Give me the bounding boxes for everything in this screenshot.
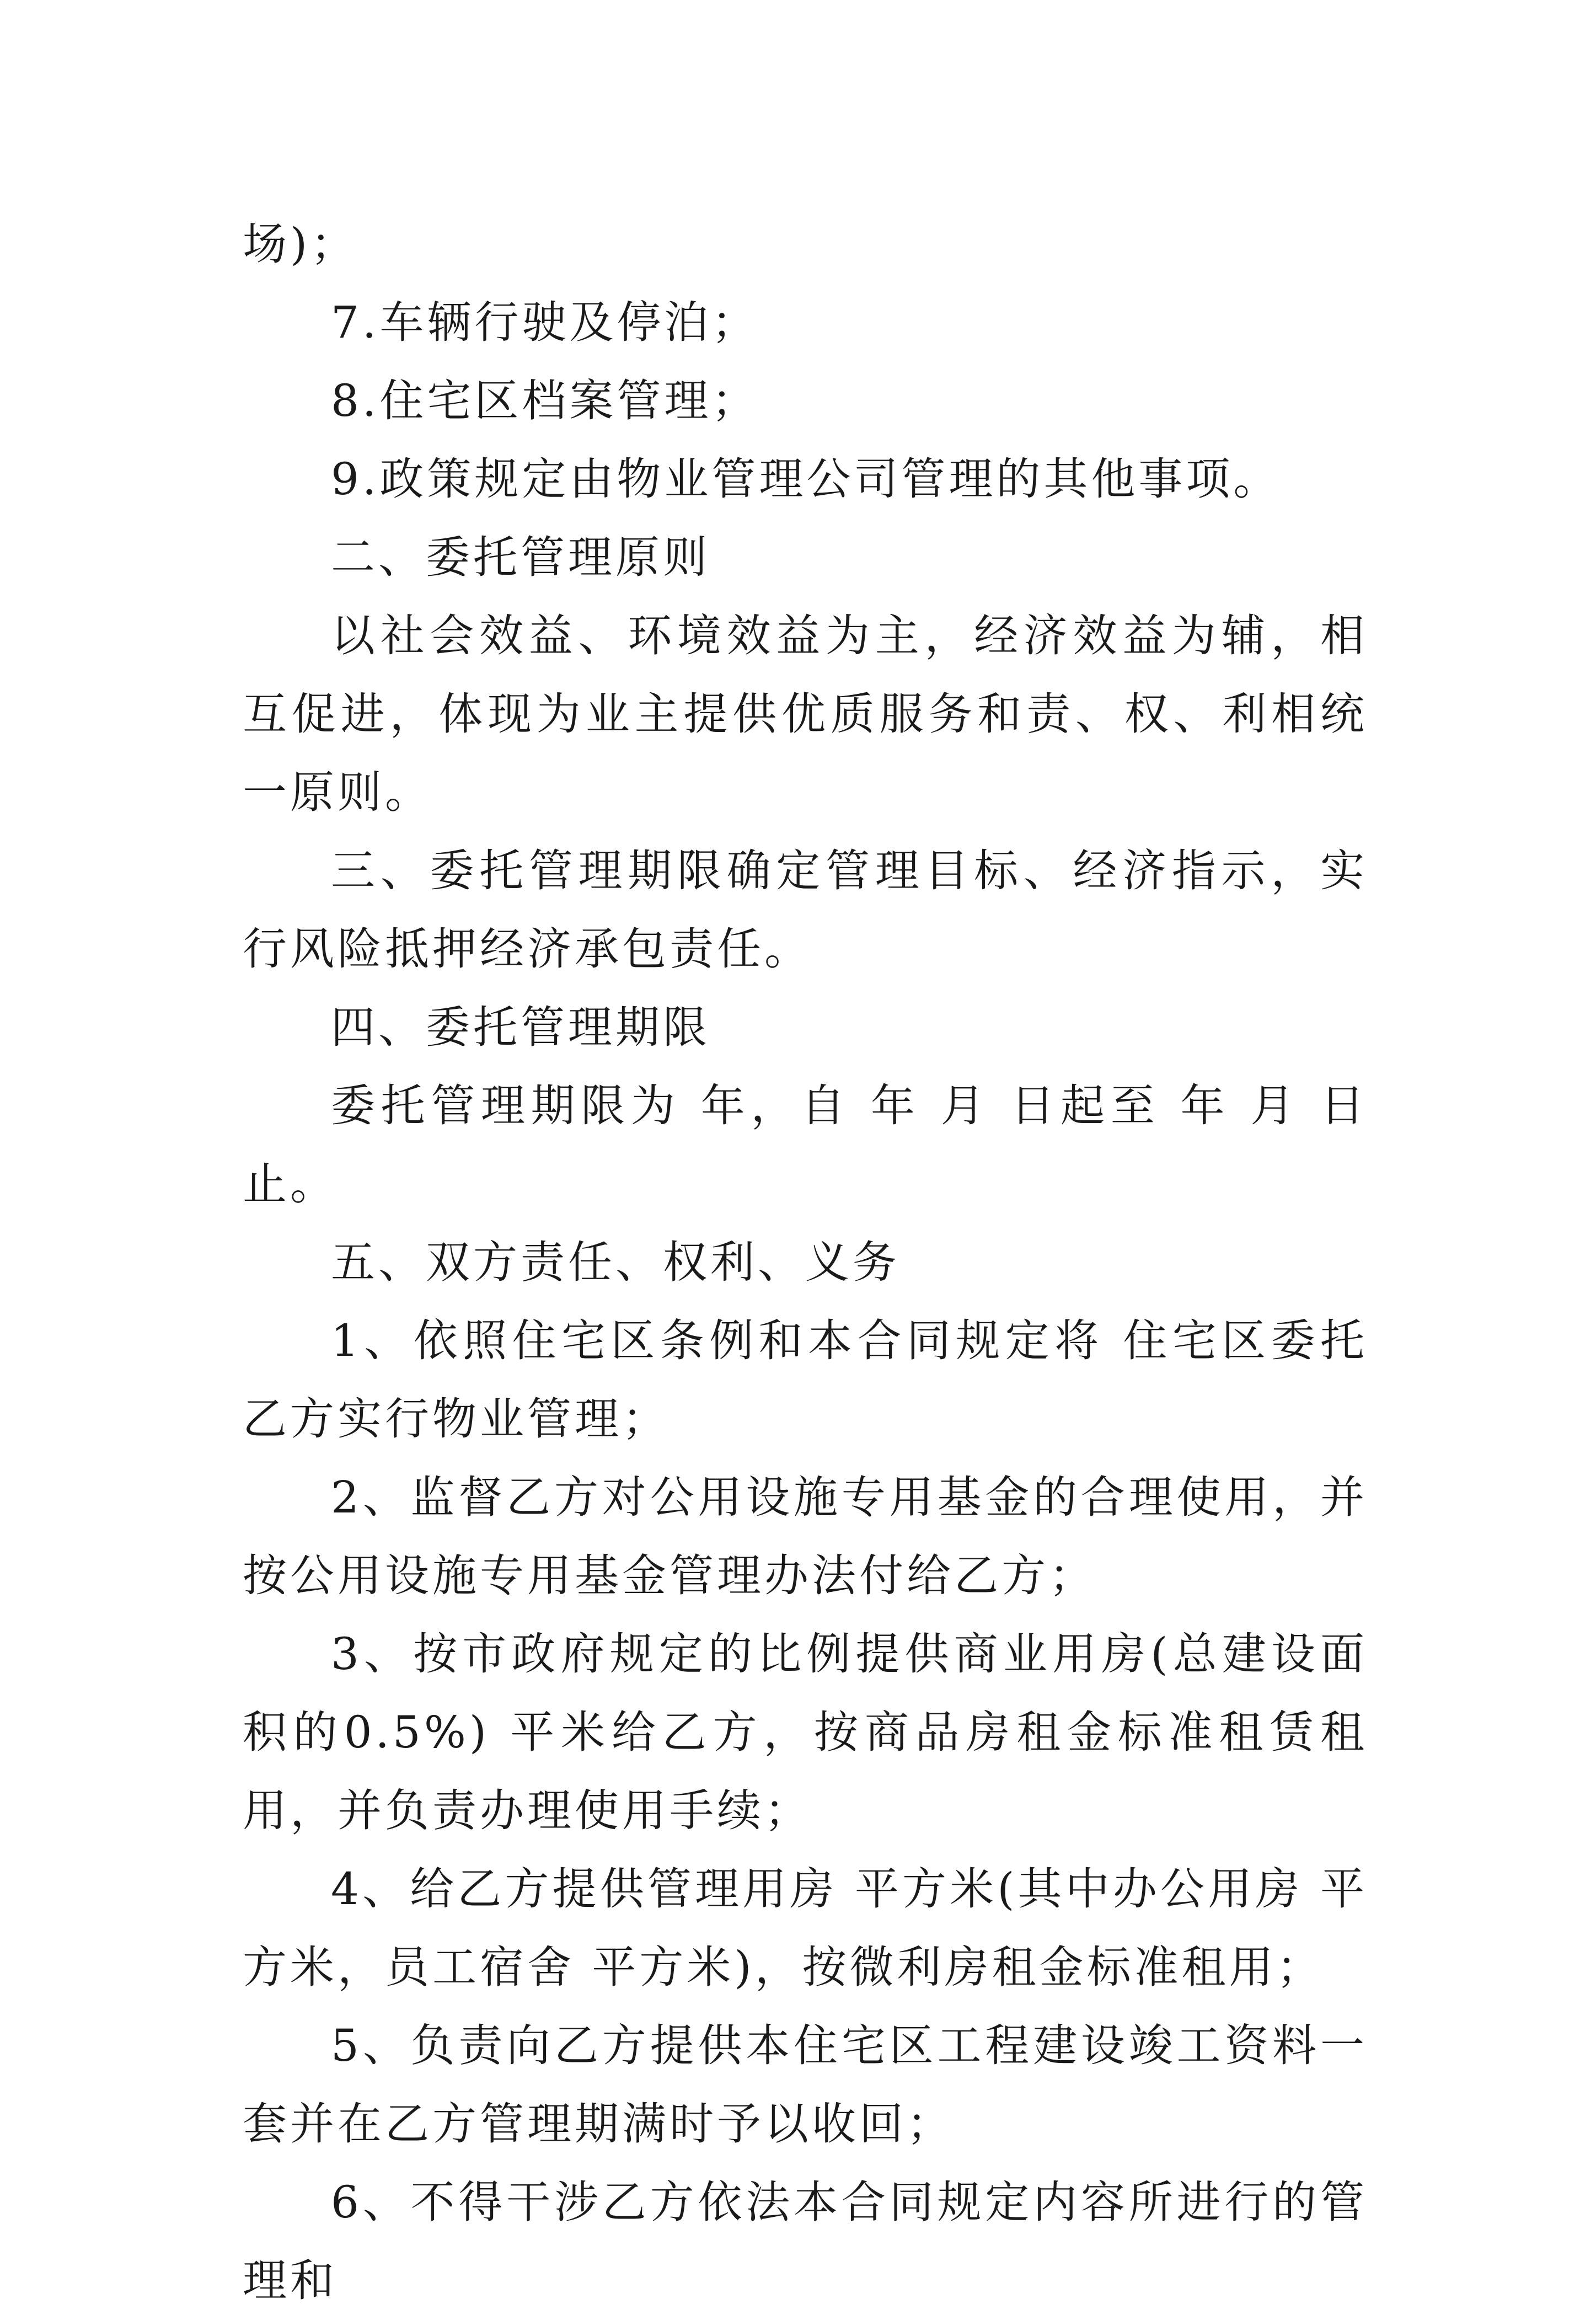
paragraph-duty-1: 1、依照住宅区条例和本合同规定将 住宅区委托乙方实行物业管理； (243, 1315, 1368, 1445)
section-heading-3: 三、委托管理期限确定管理目标、经济指示，实行风险抵押经济承包责任。 (243, 845, 1368, 975)
paragraph-duty-3: 3、按市政府规定的比例提供商业用房(总建设面积的0.5%) 平米给乙方，按商品房租金标准租赁租用，并负责办理使用手续； (243, 1628, 1368, 1836)
paragraph-duty-6: 6、不得干涉乙方依法本合同规定内容所进行的管理和 (243, 2177, 1368, 2306)
paragraph-item-8: 8.住宅区档案管理； (331, 375, 759, 426)
paragraph-item-9: 9.政策规定由物业管理公司管理的其他事项。 (331, 453, 1281, 505)
paragraph-duty-4: 4、给乙方提供管理用房 平方米(其中办公用房 平方米，员工宿舍 平方米)，按微利房租金标准租用； (243, 1863, 1368, 1993)
paragraph-item-7: 7.车辆行驶及停泊； (331, 297, 759, 348)
paragraph-principle: 以社会效益、环境效益为主，经济效益为辅，相互促进，体现为业主提供优质服务和责、权、利相统一原则。 (243, 610, 1368, 818)
paragraph-term: 委托管理期限为 年，自 年 月 日起至 年 月 日止。 (243, 1080, 1368, 1210)
section-heading-4: 四、委托管理期限 (331, 1002, 710, 1053)
section-heading-2: 二、委托管理原则 (331, 532, 710, 583)
paragraph-continuation: 场)； (243, 218, 358, 270)
paragraph-duty-5: 5、负责向乙方提供本住宅区工程建设竣工资料一套并在乙方管理期满时予以收回； (243, 2020, 1368, 2150)
document-body (243, 205, 1368, 2320)
paragraph-duty-2: 2、监督乙方对公用设施专用基金的合理使用，并按公用设施专用基金管理办法付给乙方； (243, 1472, 1368, 1601)
section-heading-5: 五、双方责任、权利、义务 (331, 1237, 900, 1288)
